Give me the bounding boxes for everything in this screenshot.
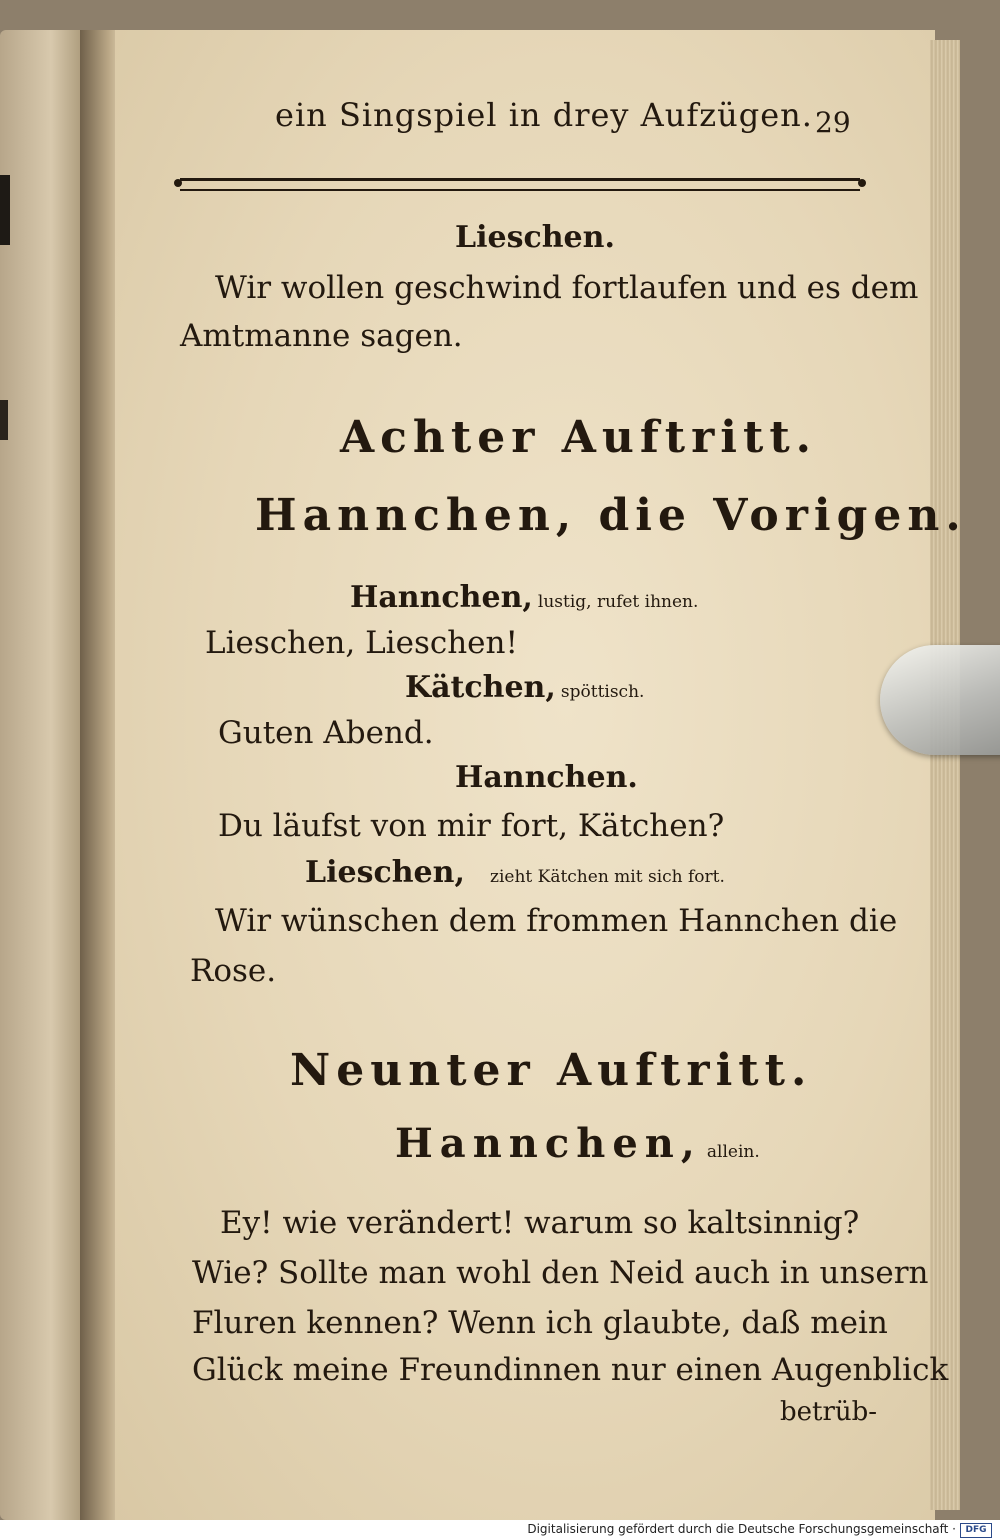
stage-direction: spöttisch. xyxy=(560,682,645,702)
speaker-kaetchen: Kätchen, xyxy=(405,670,556,705)
stage-direction: zieht Kätchen mit sich fort. xyxy=(489,867,725,887)
scene-cast: Hannchen, die Vorigen. xyxy=(255,490,967,541)
dialogue-line: Guten Abend. xyxy=(218,715,434,751)
stage-direction: lustig, rufet ihnen. xyxy=(537,592,699,612)
speaker-hannchen: Hannchen. xyxy=(455,760,638,795)
footer-credit: Digitalisierung gefördert durch die Deutsche Forschungsgemeinschaft · xyxy=(527,1522,956,1536)
page-stack-edge xyxy=(930,40,960,1510)
left-page-mark xyxy=(0,400,8,440)
dialogue-line: Rose. xyxy=(190,953,277,989)
page-clip xyxy=(880,645,1000,755)
paragraph-line: Fluren kennen? Wenn ich glaubte, daß mein xyxy=(192,1305,888,1341)
speaker-entry xyxy=(350,580,698,615)
header-rule xyxy=(180,178,860,191)
dialogue-line: Wir wollen geschwind fortlaufen und es dem xyxy=(215,270,919,306)
speaker-entry xyxy=(405,670,644,705)
speaker-entry xyxy=(305,855,725,890)
scene-heading: Neunter Auftritt. xyxy=(290,1045,813,1096)
paragraph-line: Wie? Sollte man wohl den Neid auch in unsern xyxy=(192,1255,929,1291)
speaker-hannchen: Hannchen, xyxy=(350,580,533,615)
footer-bar xyxy=(0,1520,1000,1539)
speaker-lieschen: Lieschen. xyxy=(455,220,615,255)
speaker-lieschen: Lieschen, xyxy=(305,855,465,890)
dialogue-line: Wir wünschen dem frommen Hannchen die xyxy=(215,903,898,939)
book-gutter xyxy=(80,30,120,1520)
paragraph-line: Ey! wie verändert! warum so kaltsinnig? xyxy=(220,1205,860,1241)
left-page-mark xyxy=(0,175,10,245)
left-page-edge xyxy=(0,30,85,1520)
dialogue-line: Lieschen, Lieschen! xyxy=(205,625,518,661)
scene-heading: Achter Auftritt. xyxy=(340,412,817,463)
catchword: betrüb- xyxy=(780,1397,878,1427)
scene-cast-name: Hannchen, xyxy=(395,1120,702,1167)
dfg-logo: DFG xyxy=(960,1523,992,1538)
page-number: 29 xyxy=(815,106,851,139)
dialogue-line: Du läufst von mir fort, Kätchen? xyxy=(218,808,725,844)
stage-direction: allein. xyxy=(706,1142,760,1162)
running-head: ein Singspiel in drey Aufzügen. xyxy=(275,96,813,134)
scene-cast xyxy=(395,1120,760,1167)
paragraph-line: Glück meine Freundinnen nur einen Augenblick xyxy=(192,1352,949,1388)
dialogue-line: Amtmanne sagen. xyxy=(180,318,463,354)
